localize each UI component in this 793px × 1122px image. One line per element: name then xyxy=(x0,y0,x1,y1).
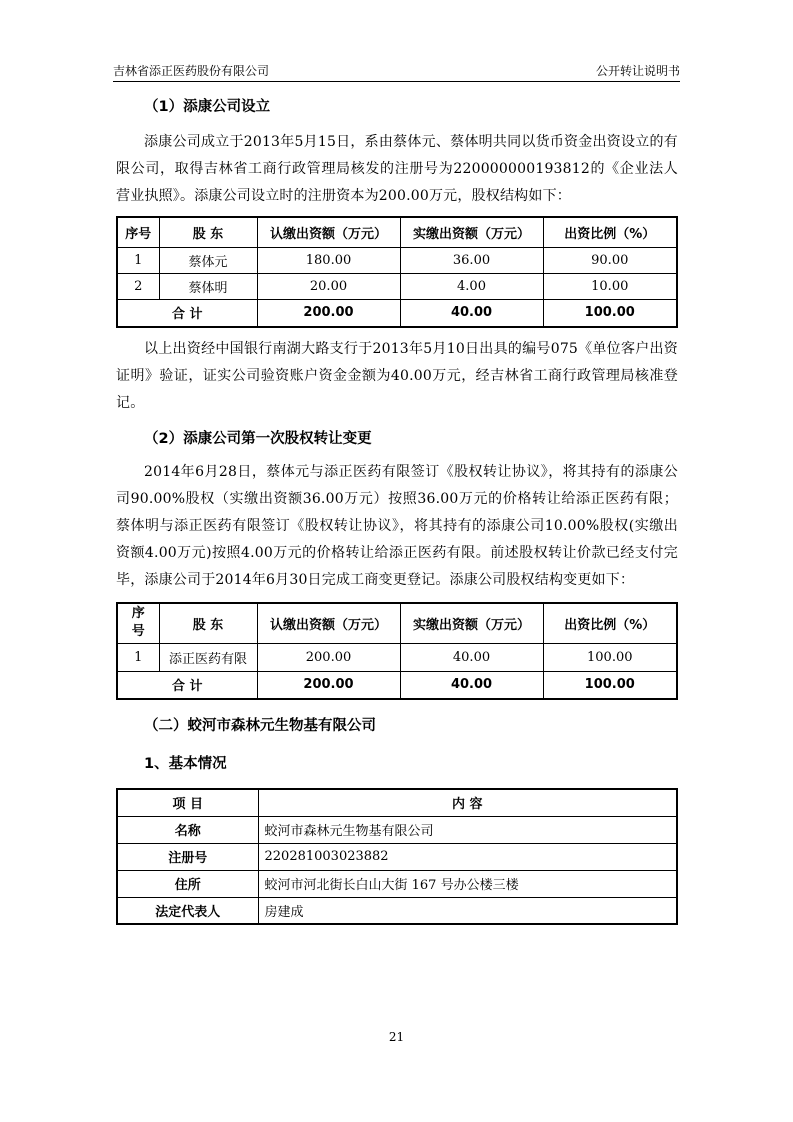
total-cell: 100.00 xyxy=(543,299,677,327)
paragraph: 2014年6月28日，蔡体元与添正医药有限签订《股权转让协议》，将其持有的添康公司90.00%股权（实缴出资额36.00万元）按照36.00万元的价格转让给添正医药有限；蔡体明与添正医药有限签订《股权转让协议》，将其持有的添康公司10.00%股权(实缴出资额4.00万元)按照4.00万元的价格转让给添正医药有限。前述股权转让价款已经支付完毕，添康公司于2014年6月30日完成工商变更登记。添康公司股权结构变更如下： xyxy=(116,464,678,588)
section-heading-2: （2）添康公司第一次股权转让变更 xyxy=(144,431,372,447)
table-cell: 1 xyxy=(117,247,159,273)
col-header: 内 容 xyxy=(258,789,677,816)
total-cell: 200.00 xyxy=(257,299,400,327)
col-header: 出资比例（%） xyxy=(543,217,677,247)
table-cell: 40.00 xyxy=(400,643,543,671)
header-company: 吉林省添正医药股份有限公司 xyxy=(113,64,270,78)
total-cell: 100.00 xyxy=(543,671,677,699)
page-number: 21 xyxy=(388,1030,405,1044)
table-cell: 添正医药有限 xyxy=(159,643,257,671)
col-header: 股 东 xyxy=(159,603,257,643)
table-header-row xyxy=(117,789,677,816)
row-value: 220281003023882 xyxy=(258,843,677,870)
row-label: 注册号 xyxy=(117,843,258,870)
table-cell: 180.00 xyxy=(257,247,400,273)
row-label: 名称 xyxy=(117,816,258,843)
total-label: 合 计 xyxy=(117,671,257,699)
paragraph: 以上出资经中国银行南湖大路支行于2013年5月10日出具的编号075《单位客户出资证明》验证，证实公司验资账户资金金额为40.00万元，经吉林省工商行政管理局核准登记。 xyxy=(116,341,678,411)
table-row xyxy=(117,897,677,924)
shareholding-table-2 xyxy=(116,602,678,700)
col-header: 出资比例（%） xyxy=(543,603,677,643)
col-header: 序号 xyxy=(117,217,159,247)
row-value: 房建成 xyxy=(258,897,677,924)
table-cell: 90.00 xyxy=(543,247,677,273)
table-cell: 200.00 xyxy=(257,643,400,671)
company-info-table xyxy=(116,788,678,925)
table-cell: 4.00 xyxy=(400,273,543,299)
col-header: 实缴出资额（万元） xyxy=(400,217,543,247)
col-header: 序号 xyxy=(117,603,159,643)
table-row xyxy=(117,816,677,843)
row-value: 蛟河市森林元生物基有限公司 xyxy=(258,816,677,843)
table-header-row xyxy=(117,217,677,247)
subsection-heading: 1、基本情况 xyxy=(144,756,227,772)
shareholding-table-1 xyxy=(116,216,678,328)
section-heading-1: （1）添康公司设立 xyxy=(144,99,271,115)
row-label: 法定代表人 xyxy=(117,897,258,924)
table-row xyxy=(117,870,677,897)
table-cell: 2 xyxy=(117,273,159,299)
col-header: 股 东 xyxy=(159,217,257,247)
table-cell: 10.00 xyxy=(543,273,677,299)
table-row xyxy=(117,273,677,299)
table-cell: 100.00 xyxy=(543,643,677,671)
page-header xyxy=(113,62,680,80)
total-cell: 200.00 xyxy=(257,671,400,699)
table-row xyxy=(117,247,677,273)
table-header-row xyxy=(117,603,677,643)
col-header: 认缴出资额（万元） xyxy=(257,603,400,643)
table-row xyxy=(117,643,677,671)
page-content xyxy=(116,93,678,925)
table-row xyxy=(117,843,677,870)
table-total-row xyxy=(117,671,677,699)
col-header: 认缴出资额（万元） xyxy=(257,217,400,247)
col-header: 实缴出资额（万元） xyxy=(400,603,543,643)
row-value: 蛟河市河北街长白山大街 167 号办公楼三楼 xyxy=(258,870,677,897)
row-label: 住所 xyxy=(117,870,258,897)
total-label: 合 计 xyxy=(117,299,257,327)
total-cell: 40.00 xyxy=(400,671,543,699)
table-cell: 蔡体元 xyxy=(159,247,257,273)
col-header: 项 目 xyxy=(117,789,258,816)
table-cell: 36.00 xyxy=(400,247,543,273)
header-doc-title: 公开转让说明书 xyxy=(595,64,680,78)
table-cell: 1 xyxy=(117,643,159,671)
section-heading-3: （二）蛟河市森林元生物基有限公司 xyxy=(144,718,376,734)
table-cell: 20.00 xyxy=(257,273,400,299)
paragraph: 添康公司成立于2013年5月15日，系由蔡体元、蔡体明共同以货币资金出资设立的有限公司，取得吉林省工商行政管理局核发的注册号为220000000193812的《企业法人营业执照》。添康公司设立时的注册资本为200.00万元，股权结构如下： xyxy=(116,134,678,204)
total-cell: 40.00 xyxy=(400,299,543,327)
table-total-row xyxy=(117,299,677,327)
header-divider xyxy=(113,81,680,82)
table-cell: 蔡体明 xyxy=(159,273,257,299)
